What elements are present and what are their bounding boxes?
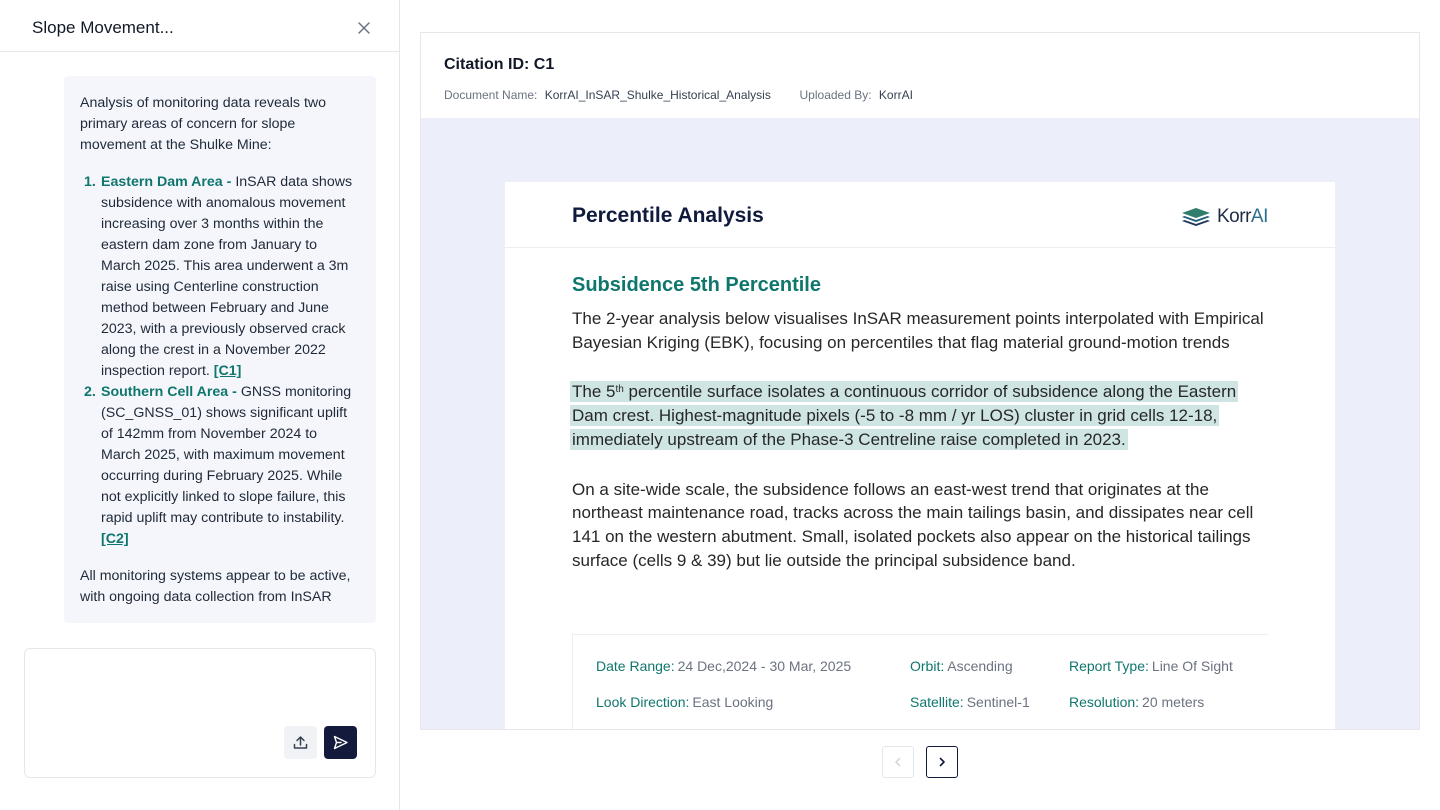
message-input[interactable] <box>37 659 363 719</box>
uploaded-by-label: Uploaded By: <box>799 88 872 102</box>
chat-panel <box>0 0 400 810</box>
upload-icon <box>292 734 309 751</box>
orbit: Orbit: Ascending <box>910 658 1013 674</box>
document-meta <box>444 88 913 102</box>
section-heading: Subsidence 5th Percentile <box>572 274 821 296</box>
message-intro: Analysis of monitoring data reveals two primary areas of concern for slope movement at the Shulke Mine: <box>80 95 327 153</box>
assistant-message <box>64 76 376 623</box>
list-number: 2. <box>84 384 96 400</box>
report-type: Report Type: Line Of Sight <box>1069 658 1233 674</box>
layers-logo-icon <box>1181 207 1211 227</box>
finding-text: InSAR data shows subsidence with anomalous movement increasing over 3 months within the eastern dam zone from January to March 2025. This area underwent a 3m raise using Centerline construction method between February and June 2023, with a previously observed crack along the crest in a November 2022 inspection report. <box>101 174 353 379</box>
satellite: Satellite: Sentinel-1 <box>910 694 1030 710</box>
citation-header <box>421 33 1419 118</box>
paragraph-site-wide: On a site-wide scale, the subsidence follows an east-west trend that originates at the northeast maintenance road, tracks across the main tailings basin, and dissipates near cell 141 on the western abutment. Small, isolated pockets also appear on the historical tailings surface (cells 9 & 39) but lie outside the principal subsidence band. <box>572 479 1254 570</box>
date-range: Date Range: 24 Dec,2024 - 30 Mar, 2025 <box>596 658 852 674</box>
send-icon <box>332 734 349 751</box>
document-page <box>505 182 1335 730</box>
document-name: KorrAI_InSAR_Shulke_Historical_Analysis <box>544 88 771 102</box>
list-number: 1. <box>84 174 96 190</box>
highlighted-citation-paragraph: The 5th percentile surface isolates a continuous corridor of subsidence along the Eastern Dam crest. Highest-magnitude pixels (-5 to -8 mm / yr LOS) cluster in grid cells 12-18, immediately upstream of the Phase-3 Centreline raise completed in 2023. <box>572 382 1237 449</box>
citation-link-c2[interactable]: [C2] <box>101 531 129 547</box>
close-icon <box>354 18 374 38</box>
chevron-right-icon <box>935 755 949 769</box>
logo-text: KorrAI <box>1217 206 1268 227</box>
citation-link-c1[interactable]: [C1] <box>213 363 242 379</box>
finding-heading: Southern Cell Area - <box>101 384 237 400</box>
message-outro: All monitoring systems appear to be active, with ongoing data collection from InSAR <box>80 568 351 605</box>
citation-viewer <box>420 32 1420 730</box>
document-body <box>572 274 1272 598</box>
previous-page-button[interactable] <box>882 746 914 778</box>
finding-heading: Eastern Dam Area - <box>101 174 232 190</box>
next-page-button[interactable] <box>926 746 958 778</box>
finding-list <box>80 172 360 550</box>
citation-title: Citation ID: C1 <box>444 56 555 73</box>
list-item <box>80 382 360 550</box>
document-page-header <box>505 182 1335 248</box>
look-direction: Look Direction: East Looking <box>596 694 774 710</box>
korrai-logo <box>1181 206 1268 228</box>
send-button[interactable] <box>324 726 357 759</box>
list-item <box>80 172 360 382</box>
uploaded-by: KorrAI <box>878 88 913 102</box>
chat-title: Slope Movement... <box>32 18 174 37</box>
finding-text: GNSS monitoring (SC_GNSS_01) shows significant uplift of 142mm from November 2024 to March 2025, with maximum movement occurring during February 2025. While not explicitly linked to slope failure, this rapid uplift may contribute to instability. <box>101 384 352 526</box>
document-name-label: Document Name: <box>444 88 538 102</box>
document-title: Percentile Analysis <box>572 204 764 227</box>
upload-button[interactable] <box>284 726 317 759</box>
chevron-left-icon <box>891 755 905 769</box>
resolution: Resolution: 20 meters <box>1069 694 1205 710</box>
chat-header <box>0 0 399 52</box>
paragraph-intro: The 2-year analysis below visualises InSAR measurement points interpolated with Empirical Bayesian Kriging (EBK), focusing on percentiles that flag material ground-motion trends <box>572 309 1264 352</box>
close-button[interactable] <box>354 18 374 38</box>
report-info-box <box>572 634 1268 730</box>
message-composer <box>24 648 376 778</box>
